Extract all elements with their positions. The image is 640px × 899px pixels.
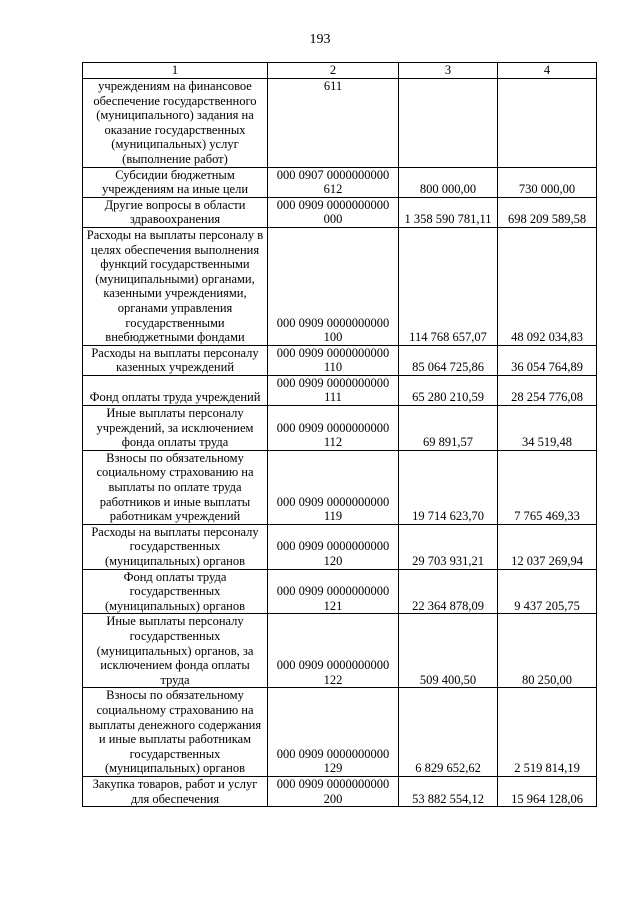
row-name: учреждениям на финансовое обеспечение государственного (муниципального) задания на оказание государственных (муниципальных) услуг (выполнение работ)	[83, 79, 268, 168]
row-value-3: 800 000,00	[399, 167, 498, 197]
column-header-4: 4	[498, 63, 597, 79]
budget-table	[82, 62, 597, 807]
row-value-4: 9 437 205,75	[498, 569, 597, 614]
row-value-4: 34 519,48	[498, 406, 597, 451]
row-value-3: 22 364 878,09	[399, 569, 498, 614]
table-row	[83, 167, 597, 197]
table-row	[83, 375, 597, 405]
row-value-4: 15 964 128,06	[498, 776, 597, 806]
row-name: Субсидии бюджетным учреждениям на иные цели	[83, 167, 268, 197]
table-row	[83, 569, 597, 614]
row-value-4: 2 519 814,19	[498, 688, 597, 777]
header-row	[83, 63, 597, 79]
row-name: Расходы на выплаты персоналу казенных учреждений	[83, 345, 268, 375]
table-row	[83, 227, 597, 345]
table-row	[83, 79, 597, 168]
table-row	[83, 776, 597, 806]
row-value-3: 29 703 931,21	[399, 524, 498, 569]
row-value-3: 1 358 590 781,11	[399, 197, 498, 227]
row-value-4: 7 765 469,33	[498, 450, 597, 524]
row-code: 000 0909 0000000000 000	[268, 197, 399, 227]
row-value-4: 28 254 776,08	[498, 375, 597, 405]
row-code: 000 0909 0000000000 112	[268, 406, 399, 451]
row-code: 000 0909 0000000000 200	[268, 776, 399, 806]
row-code: 000 0909 0000000000 122	[268, 614, 399, 688]
row-value-3: 509 400,50	[399, 614, 498, 688]
row-name: Иные выплаты персоналу учреждений, за исключением фонда оплаты труда	[83, 406, 268, 451]
table-row	[83, 345, 597, 375]
row-code: 000 0909 0000000000 120	[268, 524, 399, 569]
row-name: Фонд оплаты труда государственных (муниципальных) органов	[83, 569, 268, 614]
row-value-3: 85 064 725,86	[399, 345, 498, 375]
row-name: Иные выплаты персоналу государственных (муниципальных) органов, за исключением фонда оплаты труда	[83, 614, 268, 688]
row-code: 611	[268, 79, 399, 168]
row-value-3: 19 714 623,70	[399, 450, 498, 524]
row-name: Другие вопросы в области здравоохранения	[83, 197, 268, 227]
table-row	[83, 524, 597, 569]
row-name: Расходы на выплаты персоналу государственных (муниципальных) органов	[83, 524, 268, 569]
row-code: 000 0909 0000000000 100	[268, 227, 399, 345]
row-value-3: 65 280 210,59	[399, 375, 498, 405]
row-name: Взносы по обязательному социальному страхованию на выплаты денежного содержания и иные выплаты работникам государственных (муниципальных) органов	[83, 688, 268, 777]
row-value-4: 730 000,00	[498, 167, 597, 197]
row-code: 000 0909 0000000000 129	[268, 688, 399, 777]
page-number: 193	[309, 32, 331, 47]
row-code: 000 0909 0000000000 119	[268, 450, 399, 524]
row-value-4: 48 092 034,83	[498, 227, 597, 345]
table-row	[83, 197, 597, 227]
row-value-3	[399, 79, 498, 168]
row-name: Фонд оплаты труда учреждений	[83, 375, 268, 405]
row-code: 000 0909 0000000000 111	[268, 375, 399, 405]
row-value-4: 36 054 764,89	[498, 345, 597, 375]
row-value-3: 53 882 554,12	[399, 776, 498, 806]
column-header-2: 2	[268, 63, 399, 79]
row-value-4	[498, 79, 597, 168]
table-row	[83, 450, 597, 524]
row-value-3: 6 829 652,62	[399, 688, 498, 777]
row-value-4: 80 250,00	[498, 614, 597, 688]
row-value-4: 698 209 589,58	[498, 197, 597, 227]
row-code: 000 0907 0000000000 612	[268, 167, 399, 197]
row-value-4: 12 037 269,94	[498, 524, 597, 569]
row-value-3: 114 768 657,07	[399, 227, 498, 345]
row-name: Закупка товаров, работ и услуг для обеспечения	[83, 776, 268, 806]
row-name: Расходы на выплаты персоналу в целях обеспечения выполнения функций государственными (муниципальными) органами, казенными учреждениями, органами управления государственными внебюджетными фондами	[83, 227, 268, 345]
column-header-1: 1	[83, 63, 268, 79]
row-code: 000 0909 0000000000 110	[268, 345, 399, 375]
table-row	[83, 688, 597, 777]
column-header-3: 3	[399, 63, 498, 79]
row-code: 000 0909 0000000000 121	[268, 569, 399, 614]
table-row	[83, 614, 597, 688]
row-name: Взносы по обязательному социальному страхованию на выплаты по оплате труда работников и иные выплаты работникам учреждений	[83, 450, 268, 524]
row-value-3: 69 891,57	[399, 406, 498, 451]
table-row	[83, 406, 597, 451]
